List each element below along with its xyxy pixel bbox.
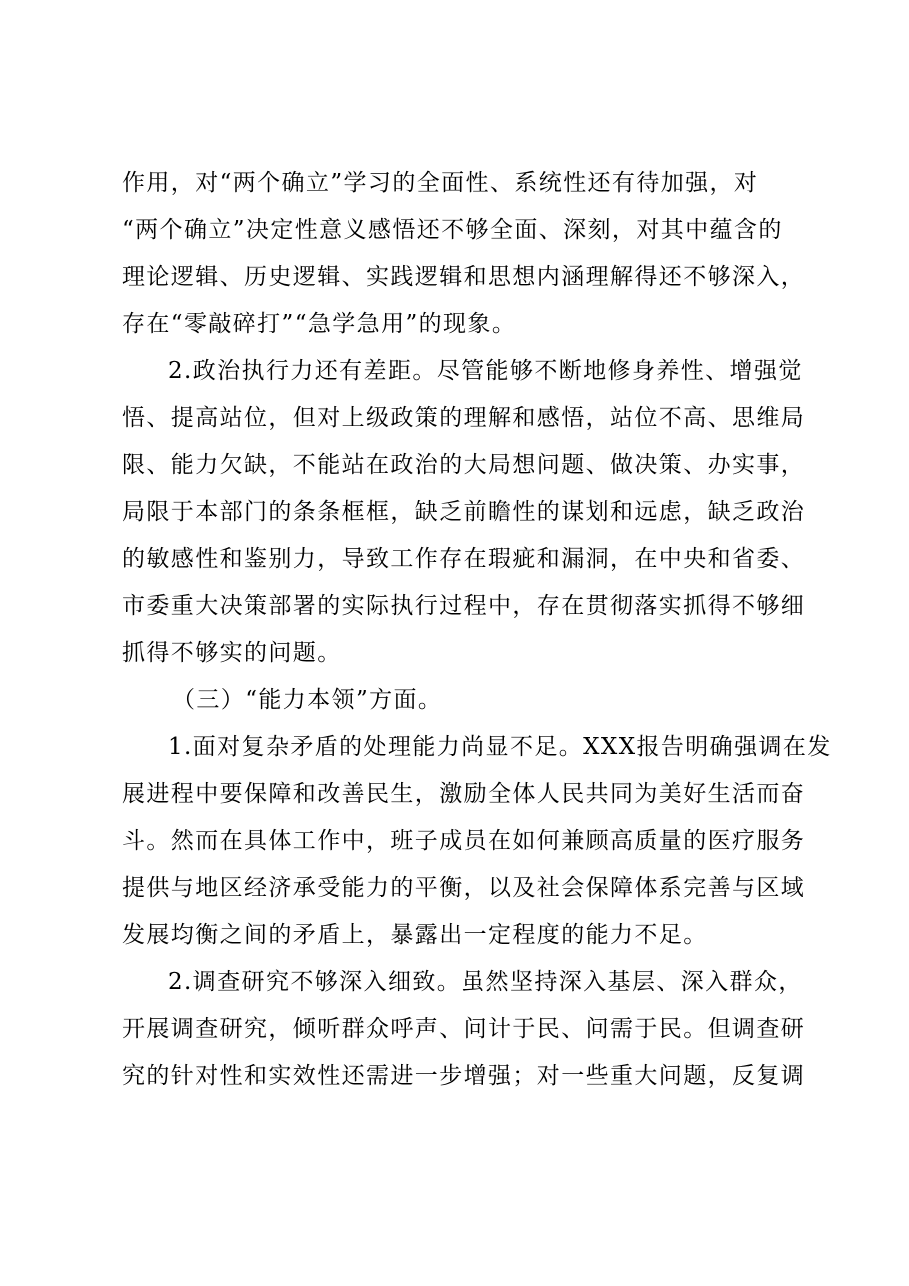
text-line: 1.面对复杂矛盾的处理能力尚显不足。XXX报告明确强调在发 <box>168 734 832 760</box>
text-line: 究的针对性和实效性还需进一步增强；对一些重大问题，反复调 <box>122 1063 806 1089</box>
text-line: 存在“零敲碎打”“急学急用”的现象。 <box>122 311 517 337</box>
document-body <box>122 160 832 1100</box>
text-line: 作用，对“两个确立”学习的全面性、系统性还有待加强，对 <box>122 170 759 196</box>
section-heading: （三）“能力本领”方面。 <box>172 687 443 713</box>
text-line: 悟、提高站位，但对上级政策的理解和感悟，站位不高、思维局 <box>122 405 806 431</box>
text-line: 斗。然而在具体工作中，班子成员在如何兼顾高质量的医疗服务 <box>122 828 806 854</box>
text-line: 提供与地区经济承受能力的平衡，以及社会保障体系完善与区域 <box>122 875 806 901</box>
text-line: 发展均衡之间的矛盾上，暴露出一定程度的能力不足。 <box>122 922 708 948</box>
text-line: “两个确立”决定性意义感悟还不够全面、深刻，对其中蕴含的 <box>122 217 783 243</box>
text-line: 2.政治执行力还有差距。尽管能够不断地修身养性、增强觉 <box>168 358 803 384</box>
text-line: 理论逻辑、历史逻辑、实践逻辑和思想内涵理解得还不够深入， <box>122 264 806 290</box>
text-line: 展进程中要保障和改善民生，激励全体人民共同为美好生活而奋 <box>122 781 806 807</box>
text-line: 开展调查研究，倾听群众呼声、问计于民、问需于民。但调查研 <box>122 1016 806 1042</box>
text-line: 限、能力欠缺，不能站在政治的大局想问题、做决策、办实事， <box>122 452 806 478</box>
text-line: 2.调查研究不够深入细致。虽然坚持深入基层、深入群众， <box>168 969 803 995</box>
text-line: 市委重大决策部署的实际执行过程中，存在贯彻落实抓得不够细 <box>122 593 806 619</box>
text-line: 的敏感性和鉴别力，导致工作存在瑕疵和漏洞，在中央和省委、 <box>122 546 806 572</box>
text-line: 抓得不够实的问题。 <box>122 640 342 666</box>
text-line: 局限于本部门的条条框框，缺乏前瞻性的谋划和远虑，缺乏政治 <box>122 499 806 525</box>
